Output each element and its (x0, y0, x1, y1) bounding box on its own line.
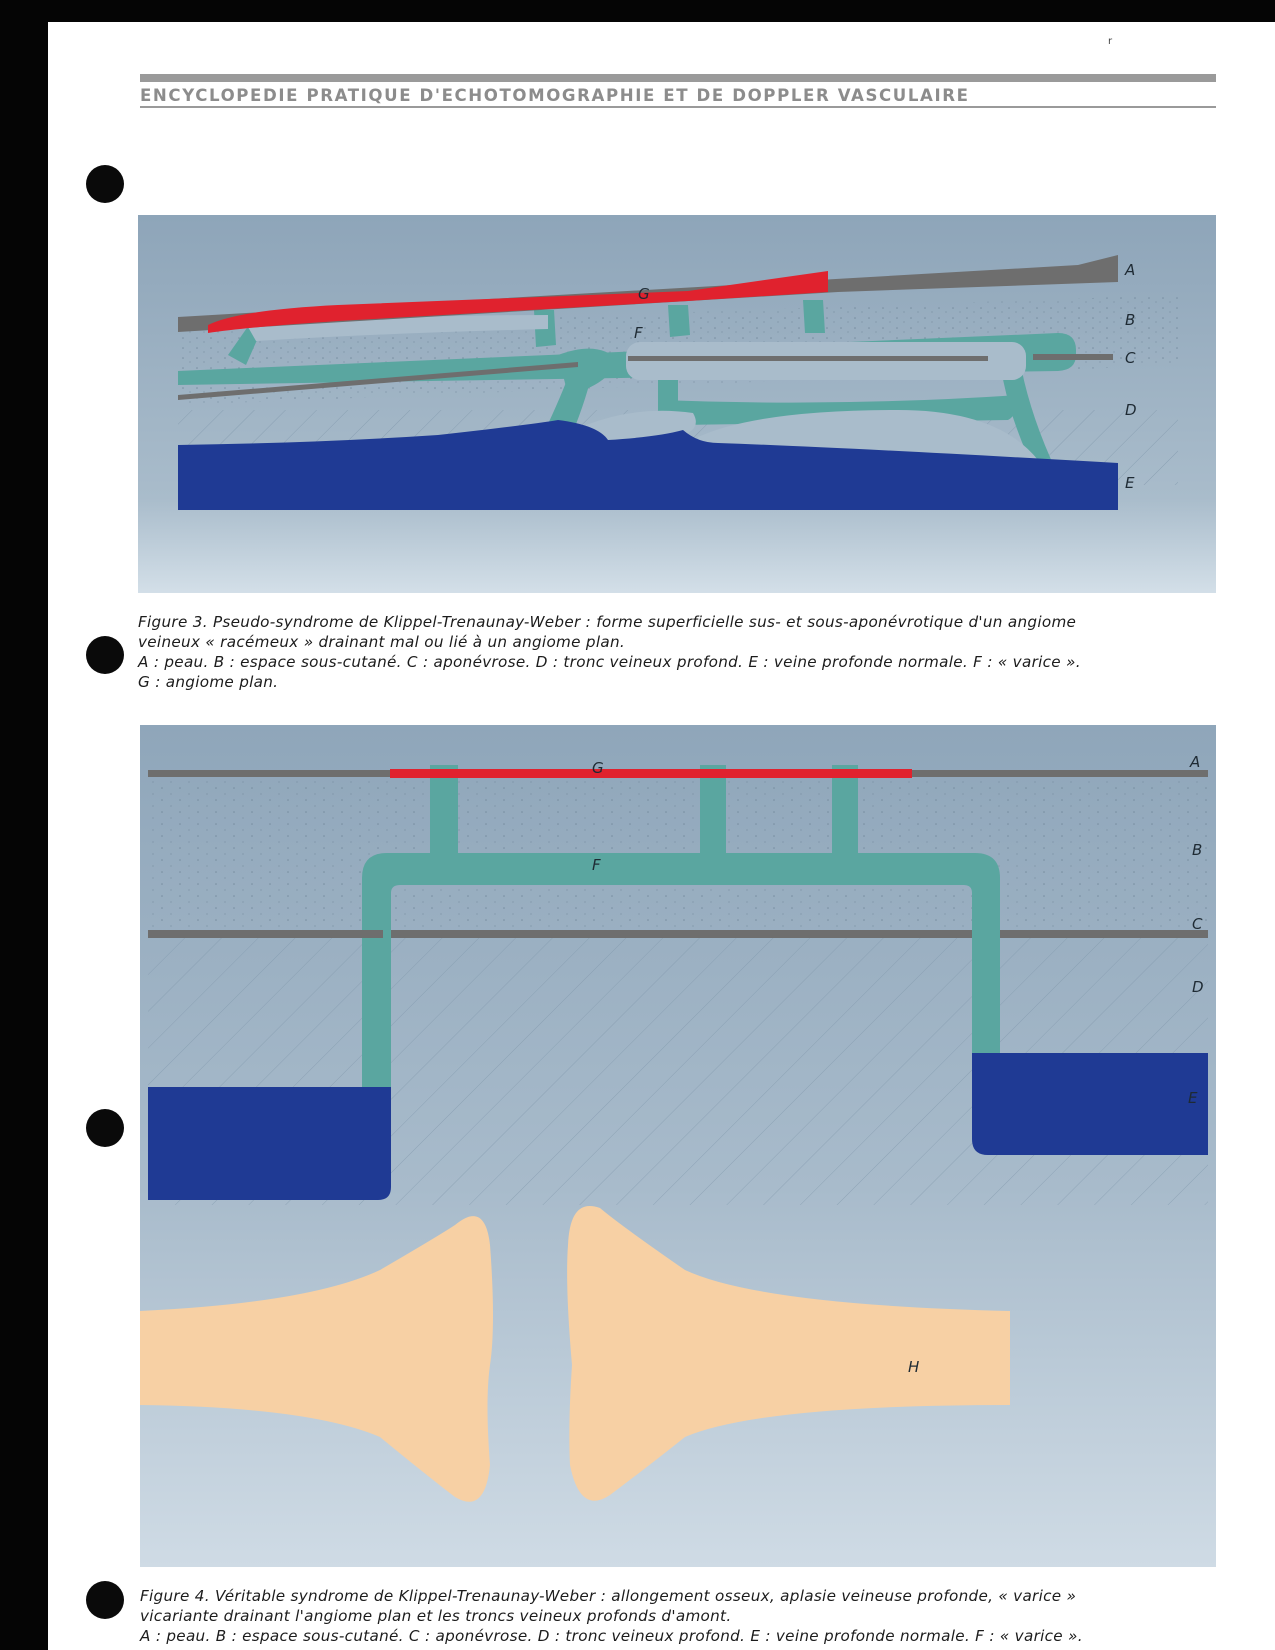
label-B: B (1125, 311, 1136, 329)
figure-4-diagram (140, 725, 1216, 1567)
scan-mark: r (1108, 36, 1113, 47)
binder-hole (86, 1109, 124, 1147)
label-A: A (1125, 261, 1136, 279)
header-rule-bottom (140, 106, 1216, 108)
aponeurosis (391, 930, 972, 938)
figure-3 (138, 215, 1216, 593)
caption-line: Figure 3. Pseudo-syndrome de Klippel-Trenaunay-Weber : forme superficielle sus- et sous-aponévrotique d'un angiome (138, 613, 1077, 631)
label-F: F (634, 324, 643, 342)
label-A: A (1190, 753, 1201, 771)
label-H: H (908, 1358, 920, 1376)
figure-4-caption (140, 1586, 1220, 1646)
scan-border-top (0, 0, 1275, 22)
label-D: D (1192, 978, 1204, 996)
label-E: E (1188, 1089, 1198, 1107)
header-rule-top (140, 74, 1216, 82)
caption-line: vicariante drainant l'angiome plan et les troncs veineux profonds d'amont. (140, 1607, 732, 1625)
caption-line: Figure 4. Véritable syndrome de Klippel-Trenaunay-Weber : allongement osseux, aplasie veineuse profonde, « varice » (140, 1587, 1077, 1605)
caption-line: A : peau. B : espace sous-cutané. C : aponévrose. D : tronc veineux profond. E : veine profonde normale. F : « varice ». (138, 653, 1081, 671)
caption-line: veineux « racémeux » drainant mal ou lié à un angiome plan. (138, 633, 626, 651)
binder-hole (86, 636, 124, 674)
binder-hole (86, 1581, 124, 1619)
angioma-plan (390, 769, 912, 778)
running-header: ENCYCLOPEDIE PRATIQUE D'ECHOTOMOGRAPHIE ET DE DOPPLER VASCULAIRE (140, 86, 970, 105)
label-G: G (638, 285, 650, 303)
aponeurosis (148, 930, 383, 938)
label-B: B (1192, 841, 1203, 859)
aponeurosis (1000, 930, 1208, 938)
figure-3-caption (138, 612, 1218, 692)
label-E: E (1125, 474, 1135, 492)
label-F: F (592, 856, 601, 874)
scan-border-left (0, 0, 48, 1650)
figure-3-diagram (138, 215, 1216, 593)
binder-hole (86, 165, 124, 203)
deep-vein-right (972, 1053, 1208, 1155)
deep-vein-left (148, 1087, 391, 1200)
label-C: C (1125, 349, 1136, 367)
caption-line: G : angiome plan. (138, 673, 279, 691)
figure-4 (140, 725, 1216, 1567)
caption-line: A : peau. B : espace sous-cutané. C : aponévrose. D : tronc veineux profond. E : veine profonde normale. F : « varice ». (140, 1627, 1083, 1645)
label-C: C (1192, 915, 1203, 933)
label-D: D (1125, 401, 1137, 419)
label-G: G (592, 759, 604, 777)
